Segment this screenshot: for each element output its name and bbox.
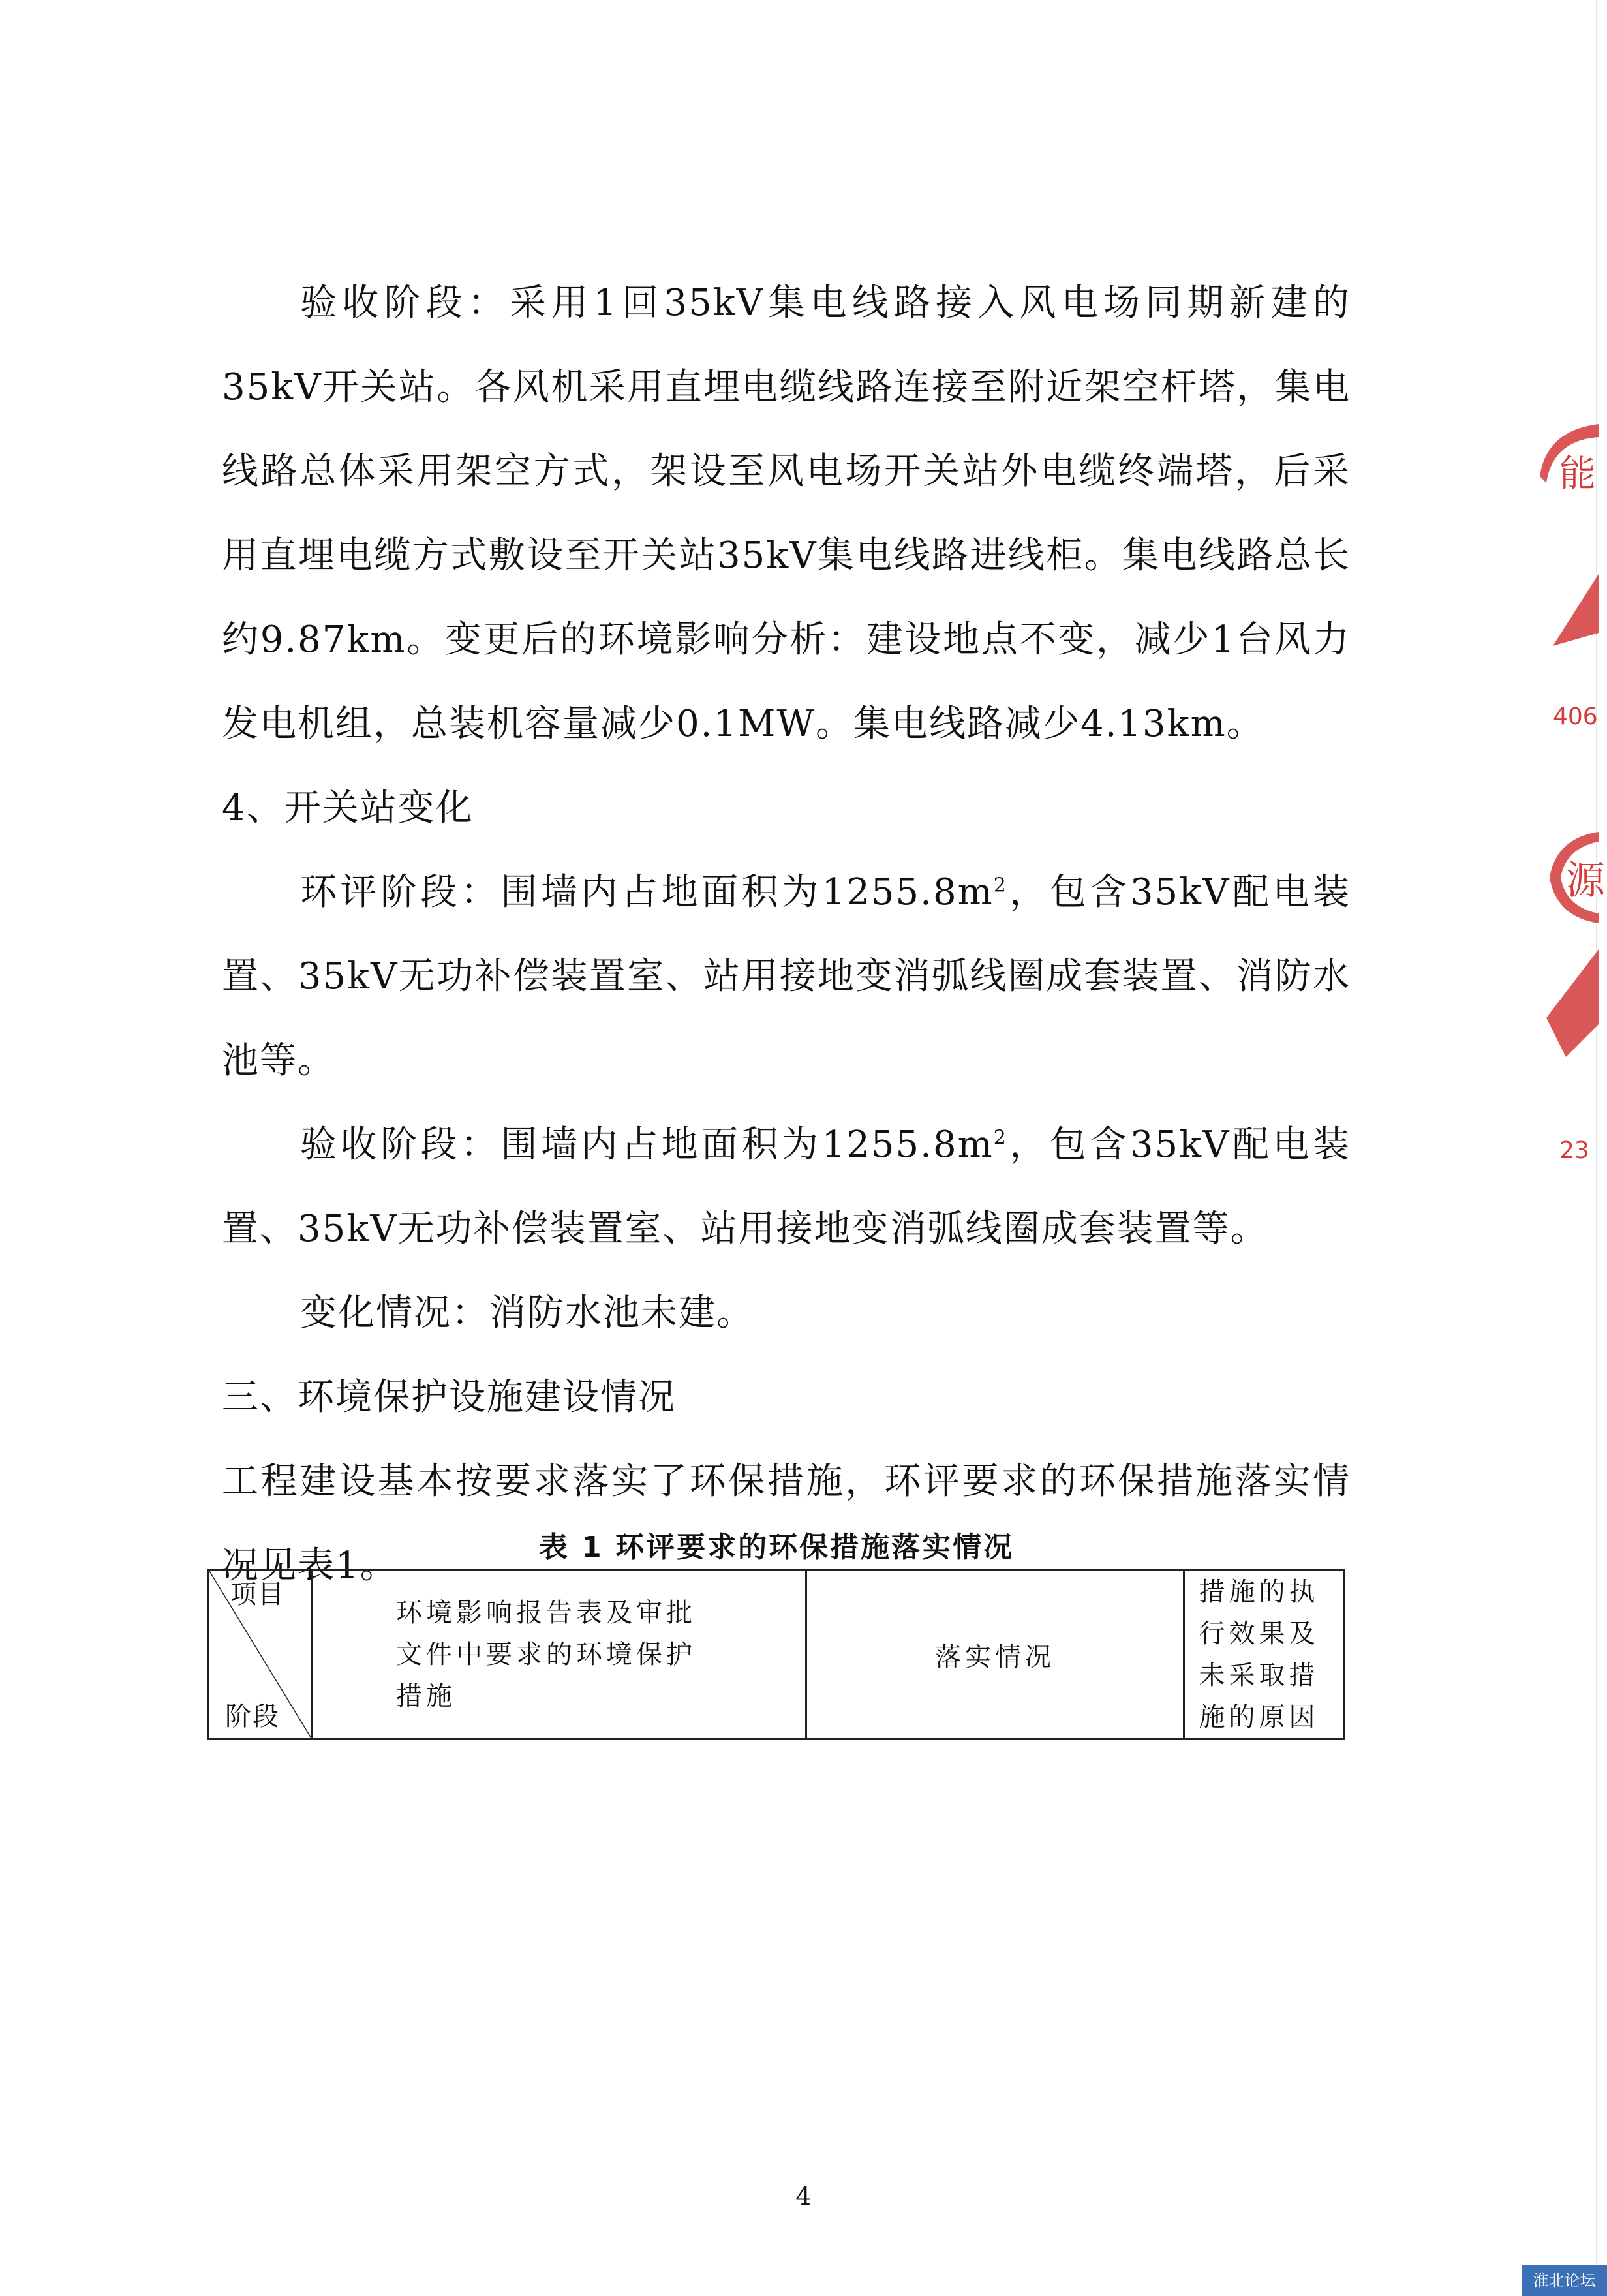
section-4-heading: 4、开关站变化: [222, 787, 474, 829]
acceptance-station-paragraph: 验收阶段：围墙内占地面积为$1255.8m^2$，包含35kV配电装置、35kV无功补偿装置室、站用接地变消弧线圈成套装置等。: [222, 1124, 1351, 1250]
svg-text:406: 406: [1553, 703, 1598, 730]
seal-number-fragment-lower: [1520, 1125, 1599, 1171]
area-superscript: 2: [993, 874, 1007, 897]
svg-text:23: 23: [1559, 1137, 1589, 1164]
seal-number-fragment: [1520, 692, 1599, 737]
eia-stage-paragraph: 环评阶段：围墙内占地面积为$1255.8m^2$，包含35kV配电装置、35kV无功补偿装置室、站用接地变消弧线圈成套装置、消防水池等。: [222, 871, 1351, 1082]
measures-table: [207, 1569, 1345, 1740]
intro-paragraph: 工程建设基本按要求落实了环保措施，环评要求的环保措施落实情况见表1。: [222, 1460, 1351, 1587]
svg-text:能: 能: [1559, 453, 1596, 495]
seal-fragment-top: [1520, 418, 1599, 509]
body-text: [222, 261, 1351, 1608]
seal-star-fragment-lower: [1520, 946, 1599, 1064]
table-caption: 表 1 环评要求的环保措施落实情况: [538, 1531, 1015, 1564]
acceptance-stage-paragraph: 验收阶段：采用1回35kV集电线路接入风电场同期新建的35kV开关站。各风机采用直埋电缆线路连接至附近架空杆塔，集电线路总体采用架空方式，架设至风电场开关站外电缆终端塔，后采用直埋电缆方式敷设至开关站35kV集电线路进线柜。集电线路总长约9.87km。变更后的环境影响分析：建设地点不变，减少1台风力发电机组，总装机容量减少0.1MW。集电线路减少4.13km。: [222, 282, 1351, 745]
corner-diagonal-cell: [209, 1570, 313, 1739]
change-status-paragraph: 变化情况：消防水池未建。: [300, 1292, 754, 1334]
forum-watermark: 淮北论坛: [1522, 2265, 1607, 2296]
implementation-column-header: 落实情况: [806, 1570, 1184, 1739]
table-header-row: [209, 1570, 1345, 1739]
seal-star-fragment: [1520, 568, 1599, 672]
seal-fragment-middle: [1520, 829, 1605, 926]
svg-text:源: 源: [1566, 858, 1605, 904]
corner-top-label: 项目: [230, 1580, 285, 1610]
section-3-heading: 三、环境保护设施建设情况: [222, 1376, 676, 1418]
effect-column-header: 措施的执行效果及未采取措施的原因: [1184, 1570, 1345, 1739]
area-superscript: 2: [993, 1126, 1007, 1150]
page-number: 4: [795, 2182, 812, 2211]
corner-bottom-label: 阶段: [225, 1702, 280, 1732]
requirements-column-header: 环境影响报告表及审批文件中要求的环境保护措施: [313, 1570, 806, 1739]
